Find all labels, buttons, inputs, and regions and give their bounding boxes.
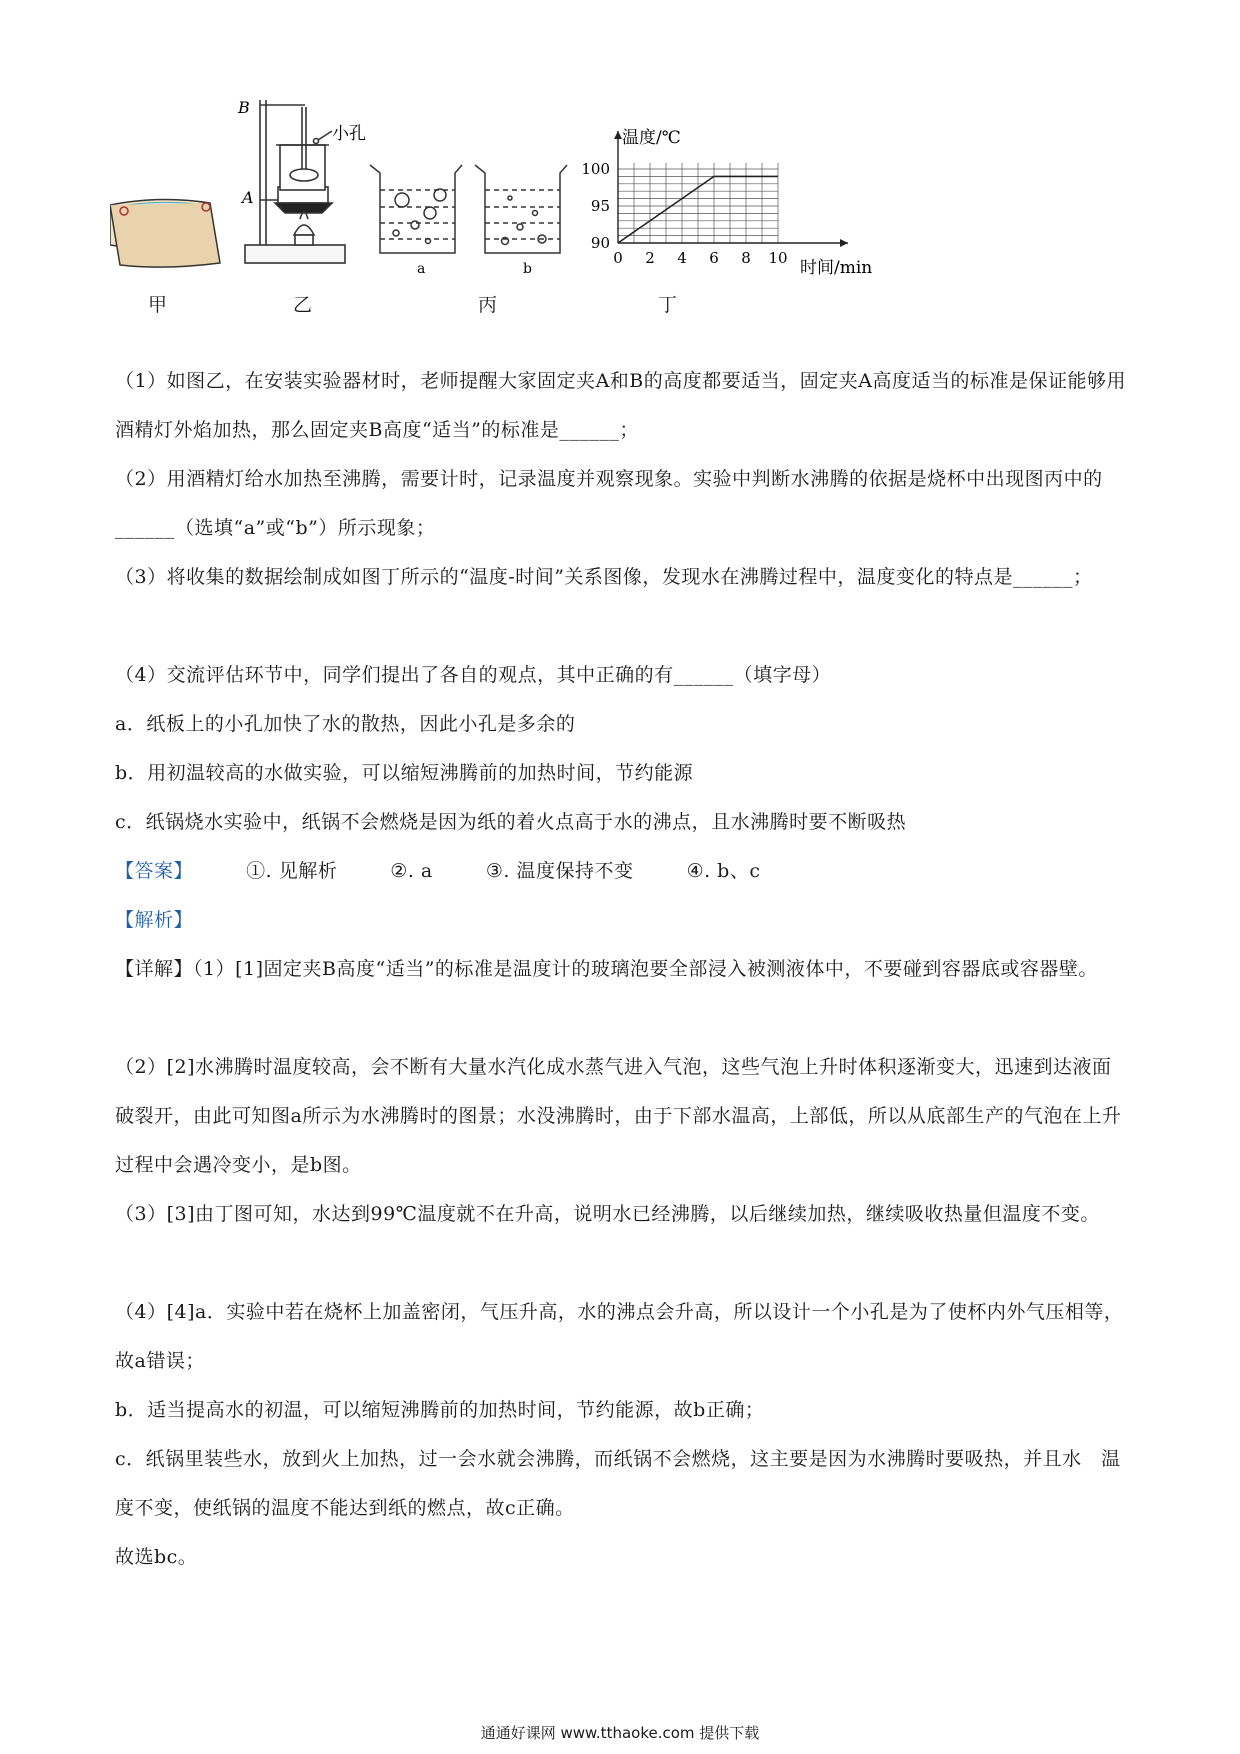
- detail-text: （1）[1]固定夹B高度“适当”的标准是温度计的玻璃泡要全部浸入被测液体中，不要碰到容器底或容器壁。: [193, 958, 1098, 980]
- x-axis-arrow: [840, 239, 848, 247]
- beaker-a-drawing: [370, 165, 462, 253]
- hole-label: 小孔: [332, 124, 366, 144]
- y-axis-title: 温度/℃: [622, 128, 681, 148]
- question-1: （1）如图乙，在安装实验器材时，老师提醒大家固定夹A和B的高度都要适当，固定夹A高度适当的标准是保证能够用酒精灯外焰加热，那么固定夹B高度“适当”的标准是______；: [115, 370, 1126, 441]
- detail-p3: （3）[3]由丁图可知，水达到99℃温度就不在升高，说明水已经沸腾，以后继续加热，继续吸收热量但温度不变。: [115, 1203, 1100, 1225]
- answer-item: ①. 见解析: [246, 860, 338, 882]
- option-c: c．纸锅烧水实验中，纸锅不会燃烧是因为纸的着火点高于水的沸点，且水沸腾时要不断吸热: [115, 811, 907, 833]
- detail-p2: （2）[2]水沸腾时温度较高，会不断有大量水汽化成水蒸气进入气泡，这些气泡上升时体积逐渐变大，迅速到达液面破裂开，由此可知图a所示为水沸腾时的图景；水没沸腾时，由于下部水温高，上部低，所以从底部生产的气泡在上升过程中会遇冷变小，是b图。: [115, 1056, 1122, 1176]
- x-tick-label: 0: [613, 249, 623, 267]
- x-tick-label: 4: [677, 249, 687, 267]
- answer-item: ②. a: [390, 860, 433, 882]
- x-tick-label: 10: [768, 249, 788, 267]
- detail-p6: c．纸锅里装些水，放到火上加热，过一会水就会沸腾，而纸锅不会燃烧，这主要是因为水沸腾时要吸热，并且水 温度不变，使纸锅的温度不能达到纸的燃点，故c正确。: [115, 1448, 1121, 1519]
- clamp-a-label: A: [242, 188, 254, 207]
- paper-pot-drawing: [110, 199, 220, 267]
- detail-p5: b．适当提高水的初温，可以缩短沸腾前的加热时间，节约能源，故b正确；: [115, 1399, 765, 1421]
- question-3: （3）将收集的数据绘制成如图丁所示的“温度-时间”关系图像，发现水在沸腾过程中，温度变化的特点是______；: [115, 566, 1093, 588]
- footer-text: 通通好课网 www.tthaoke.com 提供下载: [480, 1724, 760, 1742]
- x-tick-label: 6: [709, 249, 719, 267]
- detail-p4: （4）[4]a．实验中若在烧杯上加盖密闭，气压升高，水的沸点会升高，所以设计一个小孔是为了使杯内外气压相等，故a错误；: [115, 1301, 1124, 1372]
- answer-item: ③. 温度保持不变: [485, 860, 634, 882]
- figure-label-jia: 甲: [148, 294, 168, 316]
- detail-tag: 【详解】: [115, 958, 194, 980]
- y-axis-arrow: [614, 131, 622, 139]
- detail-p7: 故选bc。: [115, 1546, 198, 1568]
- figure-label-ding: 丁: [658, 294, 678, 316]
- figure-row: [110, 95, 1010, 355]
- y-tick-label: 95: [590, 197, 610, 215]
- beaker-a-label: a: [417, 261, 426, 277]
- experiment-figure: [110, 95, 1010, 355]
- question-4: （4）交流评估环节中，同学们提出了各自的观点，其中正确的有______（填字母）: [115, 664, 832, 686]
- answer-item: ④. b、c: [686, 860, 761, 882]
- x-axis-title: 时间/min: [800, 258, 873, 278]
- figure-label-yi: 乙: [293, 294, 313, 316]
- analysis-tag: 【解析】: [115, 909, 194, 931]
- option-b: b．用初温较高的水做实验，可以缩短沸腾前的加热时间，节约能源: [115, 762, 694, 784]
- y-tick-label: 100: [581, 160, 610, 178]
- option-a: a．纸板上的小孔加快了水的散热，因此小孔是多余的: [115, 713, 576, 735]
- figure-label-bing: 丙: [478, 294, 498, 316]
- beaker-b-label: b: [523, 261, 532, 277]
- answer-line: [115, 847, 1130, 896]
- y-tick-label: 90: [590, 234, 610, 252]
- clamp-b-label: B: [238, 98, 250, 117]
- temperature-time-graph: [581, 128, 872, 278]
- detail-p1: [115, 945, 1130, 994]
- question-2: （2）用酒精灯给水加热至沸腾，需要计时，记录温度并观察现象。实验中判断水沸腾的依据是烧杯中出现图丙中的______（选填“a”或“b”）所示现象；: [115, 468, 1103, 539]
- iron-stand-drawing: [245, 100, 345, 263]
- x-tick-label: 8: [741, 249, 751, 267]
- x-tick-label: 2: [645, 249, 655, 267]
- beaker-b-drawing: [475, 165, 567, 253]
- answer-tag: 【答案】: [115, 860, 194, 882]
